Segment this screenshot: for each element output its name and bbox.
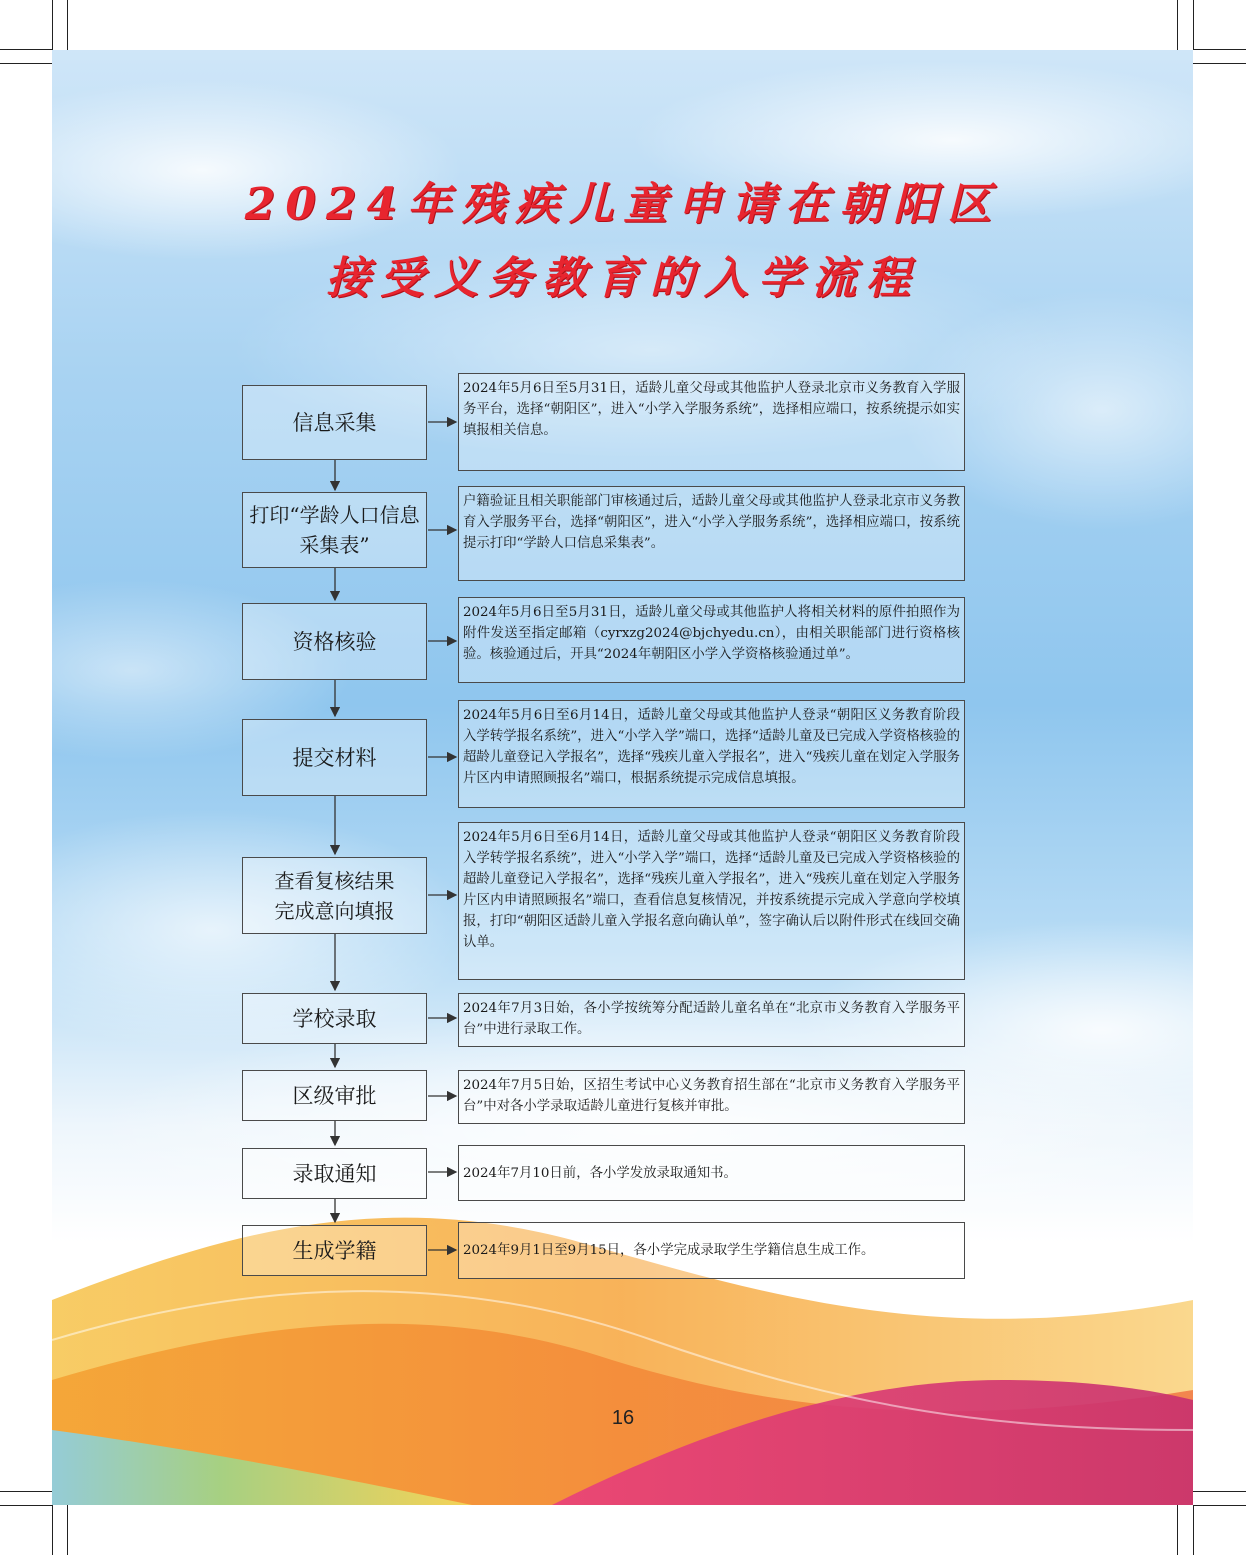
step-description: 户籍验证且相关职能部门审核通过后，适龄儿童父母或其他监护人登录北京市义务教育入学服务平台，选择“朝阳区”，进入“小学入学服务系统”，选择相应端口，按系统提示打印“学龄人口信息采集表”。 [458, 486, 965, 581]
step-box-district-approval: 区级审批 [242, 1070, 427, 1121]
step-box-school-admission: 学校录取 [242, 993, 427, 1044]
step-box-admission-notice: 录取通知 [242, 1148, 427, 1199]
step-description: 2024年9月1日至9月15日，各小学完成录取学生学籍信息生成工作。 [458, 1222, 965, 1279]
page-number: 16 [611, 1407, 635, 1429]
step-box-student-registry: 生成学籍 [242, 1225, 427, 1276]
step-box-info-collection: 信息采集 [242, 385, 427, 460]
step-description: 2024年7月5日始，区招生考试中心义务教育招生部在“北京市义务教育入学服务平台”中对各小学录取适龄儿童进行复核并审批。 [458, 1070, 965, 1124]
step-box-qualification-check: 资格核验 [242, 603, 427, 680]
step-box-print-form: 打印“学龄人口信息采集表” [242, 492, 427, 568]
title-line-2: 接受义务教育的入学流程 [326, 253, 920, 304]
step-description: 2024年5月6日至5月31日，适龄儿童父母或其他监护人登录北京市义务教育入学服务平台，选择“朝阳区”，进入“小学入学服务系统”，选择相应端口，按系统提示如实填报相关信息。 [458, 373, 965, 471]
step-description: 2024年5月6日至6月14日，适龄儿童父母或其他监护人登录“朝阳区义务教育阶段入学转学报名系统”，进入“小学入学”端口，选择“适龄儿童及已完成入学资格核验的超龄儿童登记入学报名”，选择“残疾儿童入学报名”，进入“残疾儿童在划定入学服务片区内申请照顾报名”端口，查看信息复核情况，并按系统提示完成入学意向学校填报，打印“朝阳区适龄儿童入学报名意向确认单”，签字确认后以附件形式在线回交确认单。 [458, 822, 965, 980]
step-description: 2024年7月3日始，各小学按统筹分配适龄儿童名单在“北京市义务教育入学服务平台”中进行录取工作。 [458, 993, 965, 1047]
step-description: 2024年5月6日至5月31日，适龄儿童父母或其他监护人将相关材料的原件拍照作为附件发送至指定邮箱（cyrxzg2024@bjchyedu.cn），由相关职能部门进行资格核验。核验通过后，开具“2024年朝阳区小学入学资格核验通过单”。 [458, 597, 965, 683]
step-box-submit-materials: 提交材料 [242, 719, 427, 796]
step-description: 2024年7月10日前，各小学发放录取通知书。 [458, 1145, 965, 1201]
title-line-1: 2024年残疾儿童申请在朝阳区 [244, 179, 1002, 230]
step-box-review-and-intention: 查看复核结果完成意向填报 [242, 857, 427, 934]
step-description: 2024年5月6日至6月14日，适龄儿童父母或其他监护人登录“朝阳区义务教育阶段入学转学报名系统”，进入“小学入学”端口，选择“适龄儿童及已完成入学资格核验的超龄儿童登记入学报名”，选择“残疾儿童入学报名”，进入“残疾儿童在划定入学服务片区内申请照顾报名”端口，根据系统提示完成信息填报。 [458, 700, 965, 808]
